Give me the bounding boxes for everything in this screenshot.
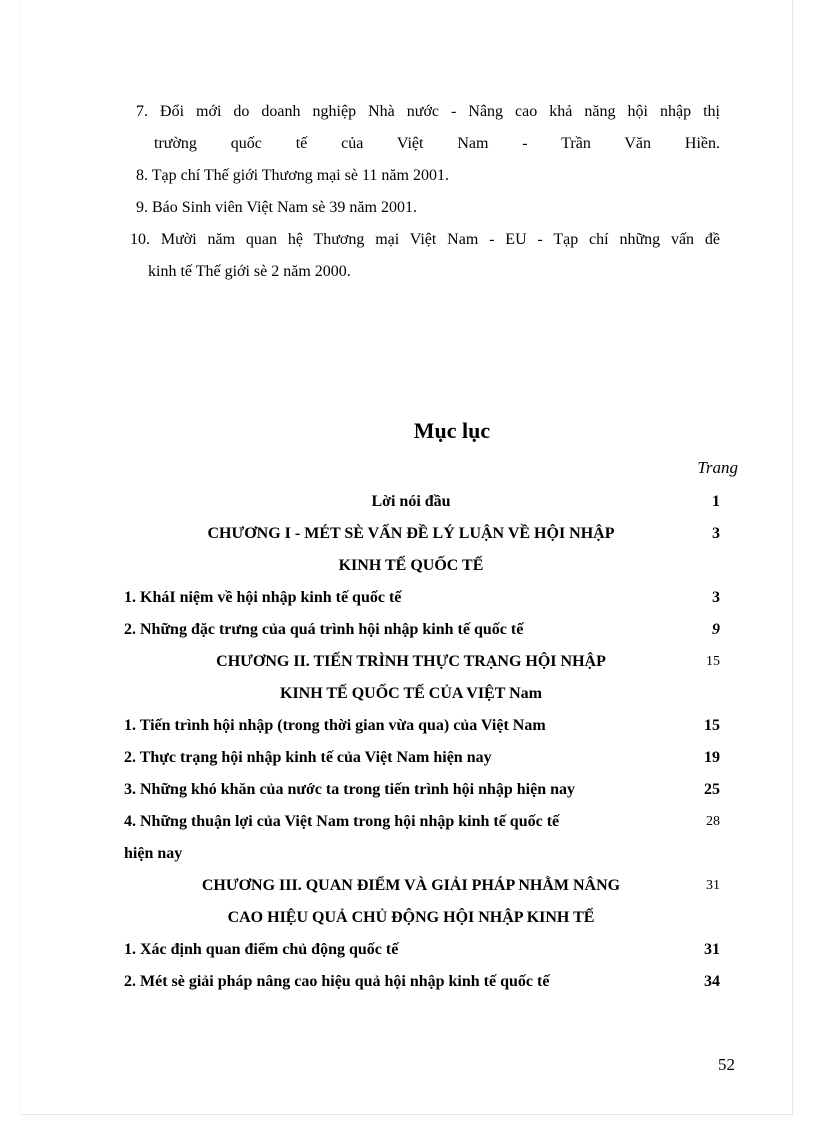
toc-title: Mục lục xyxy=(413,418,491,443)
toc-entry-preface[interactable] xyxy=(124,486,738,518)
toc-entry-text: 3. Những khó khăn của nước ta trong tiến trình hội nhập hiện nay xyxy=(124,781,575,798)
toc-page-label: Trang xyxy=(697,458,738,477)
toc-entry-1-2[interactable] xyxy=(124,614,738,646)
toc-entry-page: 1 xyxy=(712,493,720,510)
toc-entry-page: 34 xyxy=(704,973,720,990)
reference-line: 9. Báo Sinh viên Việt Nam sè 39 năm 2001. xyxy=(136,199,417,216)
toc-entry-page: 19 xyxy=(704,749,720,766)
toc-entry-page: 3 xyxy=(712,525,720,542)
toc-entry-chapter-2-cont xyxy=(124,678,738,710)
reference-line: 7. Đổi mới do doanh nghiệp Nhà nước - Nâng cao khả năng hội nhập thị xyxy=(136,103,720,120)
toc-entry-text: 1. KháI niệm về hội nhập kinh tế quốc tế xyxy=(124,589,402,606)
reference-list xyxy=(130,96,720,288)
reference-line: trường quốc tế của Việt Nam - Trần Văn Hiền. xyxy=(154,135,720,152)
toc-entry-2-3[interactable] xyxy=(124,774,738,806)
toc-entry-page: 25 xyxy=(704,781,720,798)
reference-item-9 xyxy=(136,192,720,224)
toc-entry-text: CHƯƠNG I - MÉT SÈ VẤN ĐỀ LÝ LUẬN VỀ HỘI NHẬP xyxy=(207,525,615,542)
toc-entry-page: 31 xyxy=(706,878,720,893)
toc-entry-1-1[interactable] xyxy=(124,582,738,614)
toc-entry-chapter-3[interactable] xyxy=(124,870,738,902)
toc-entry-3-1[interactable] xyxy=(124,934,738,966)
toc-entry-text: Lời nói đầu xyxy=(371,493,451,510)
page-number: 52 xyxy=(718,1055,735,1074)
toc-entry-2-1[interactable] xyxy=(124,710,738,742)
toc-entry-text: 4. Những thuận lợi của Việt Nam trong hội nhập kinh tế quốc tế xyxy=(124,813,560,830)
toc-entry-page: 31 xyxy=(704,941,720,958)
reference-line: 8. Tạp chí Thế giới Thương mại sè 11 năm 2001. xyxy=(136,167,449,184)
toc-entry-page: 28 xyxy=(706,814,720,829)
toc-entry-2-4-cont xyxy=(124,838,738,870)
toc-entry-chapter-1[interactable] xyxy=(124,518,738,550)
table-of-contents xyxy=(124,486,738,998)
toc-entry-3-2[interactable] xyxy=(124,966,738,998)
toc-entry-text: hiện nay xyxy=(124,845,183,862)
toc-entry-2-2[interactable] xyxy=(124,742,738,774)
toc-entry-page: 15 xyxy=(704,717,720,734)
toc-entry-text: 2. Thực trạng hội nhập kinh tế của Việt Nam hiện nay xyxy=(124,749,492,766)
reference-item-8 xyxy=(136,160,720,192)
reference-item-10 xyxy=(130,224,720,288)
toc-entry-chapter-2[interactable] xyxy=(124,646,738,678)
toc-entry-text: KINH TẾ QUỐC TẾ xyxy=(338,557,484,574)
toc-entry-page: 3 xyxy=(712,589,720,606)
toc-entry-text: CHƯƠNG II. TIẾN TRÌNH THỰC TRẠNG HỘI NHẬP xyxy=(216,653,606,670)
toc-entry-text: KINH TẾ QUỐC TẾ CỦA VIỆT Nam xyxy=(280,685,542,702)
toc-entry-text: CAO HIỆU QUẢ CHỦ ĐỘNG HỘI NHẬP KINH TẾ xyxy=(227,909,595,926)
reference-line: kinh tế Thế giới sè 2 năm 2000. xyxy=(148,263,351,280)
toc-entry-text: 2. Những đặc trưng của quá trình hội nhập kinh tế quốc tế xyxy=(124,621,524,638)
toc-entry-text: 1. Xác định quan điểm chủ động quốc tế xyxy=(124,941,399,958)
toc-entry-2-4[interactable] xyxy=(124,806,738,838)
toc-entry-text: 1. Tiến trình hội nhập (trong thời gian vừa qua) của Việt Nam xyxy=(124,717,546,734)
toc-entry-page: 15 xyxy=(706,654,720,669)
toc-entry-text: CHƯƠNG III. QUAN ĐIỂM VÀ GIẢI PHÁP NHẰM NÂNG xyxy=(201,877,621,894)
toc-entry-page: 9 xyxy=(712,621,720,638)
toc-entry-chapter-1-cont xyxy=(124,550,738,582)
reference-line: 10. Mười năm quan hệ Thương mại Việt Nam - EU - Tạp chí những vấn đề xyxy=(130,231,720,248)
toc-entry-text: 2. Mét sè giải pháp nâng cao hiệu quả hội nhập kinh tế quốc tế xyxy=(124,973,550,990)
reference-item-7 xyxy=(136,96,720,160)
toc-entry-chapter-3-cont xyxy=(124,902,738,934)
